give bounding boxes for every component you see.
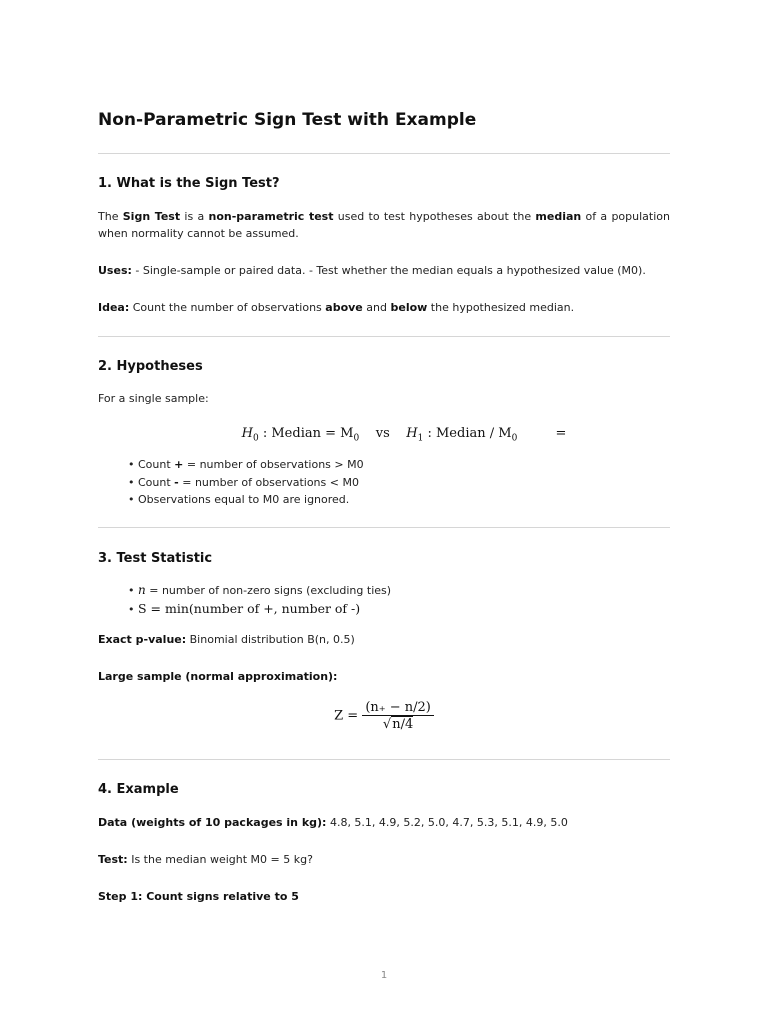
list-item: • n = number of non-zero signs (excluding ties) — [128, 583, 392, 597]
list-item: • Count - = number of observations < M0 — [128, 475, 359, 489]
list-item: • Count + = number of observations > M0 — [128, 458, 364, 471]
section-heading-1: 1. What is the Sign Test? — [98, 176, 280, 191]
large-sample-label: Large sample (normal approximation): — [98, 670, 338, 683]
example-data: Data (weights of 10 packages in kg): 4.8, 5.1, 4.9, 5.2, 5.0, 4.7, 5.3, 5.1, 4.9, 5.0 — [98, 816, 568, 829]
section-heading-4: 4. Example — [98, 782, 179, 797]
sign-test-definition: The Sign Test is a non-parametric test used to test hypotheses about the median of a population when normality cannot be assumed. — [98, 210, 670, 240]
divider — [98, 153, 670, 154]
divider — [98, 759, 670, 760]
exact-pvalue: Exact p-value: Binomial distribution B(n, 0.5) — [98, 633, 355, 646]
page-title: Non-Parametric Sign Test with Example — [98, 110, 477, 130]
idea-paragraph: Idea: Count the number of observations above and below the hypothesized median. — [98, 301, 575, 314]
section-heading-3: 3. Test Statistic — [98, 551, 213, 566]
z-fraction: $\frac{(n_+ - n/2)}{√n/4}$ — [362, 700, 434, 732]
divider — [98, 336, 670, 337]
z-formula: Z = $\frac{(n_+ - n/2)}{√n/4}$ — [98, 700, 670, 732]
section-heading-2: 2. Hypotheses — [98, 359, 203, 374]
uses-paragraph: Uses: - Single-sample or paired data. - Test whether the median equals a hypothesized value (M0). — [98, 264, 646, 277]
page-number: 1 — [380, 970, 388, 981]
list-item: • S = min(number of +, number of -) — [128, 600, 361, 616]
example-test: Test: Is the median weight M0 = 5 kg? — [98, 853, 313, 866]
divider — [98, 527, 670, 528]
list-item: • Observations equal to M0 are ignored. — [128, 493, 350, 506]
sign-count-list — [128, 456, 364, 509]
hypotheses-equation: $H_0$ : Median = $M_0$ vs $H_1$ : Median / $M_0$ = — [241, 426, 567, 444]
hypotheses-intro: For a single sample: — [98, 392, 209, 405]
step-1-heading: Step 1: Count signs relative to 5 — [98, 890, 299, 903]
statistic-list — [128, 582, 391, 618]
